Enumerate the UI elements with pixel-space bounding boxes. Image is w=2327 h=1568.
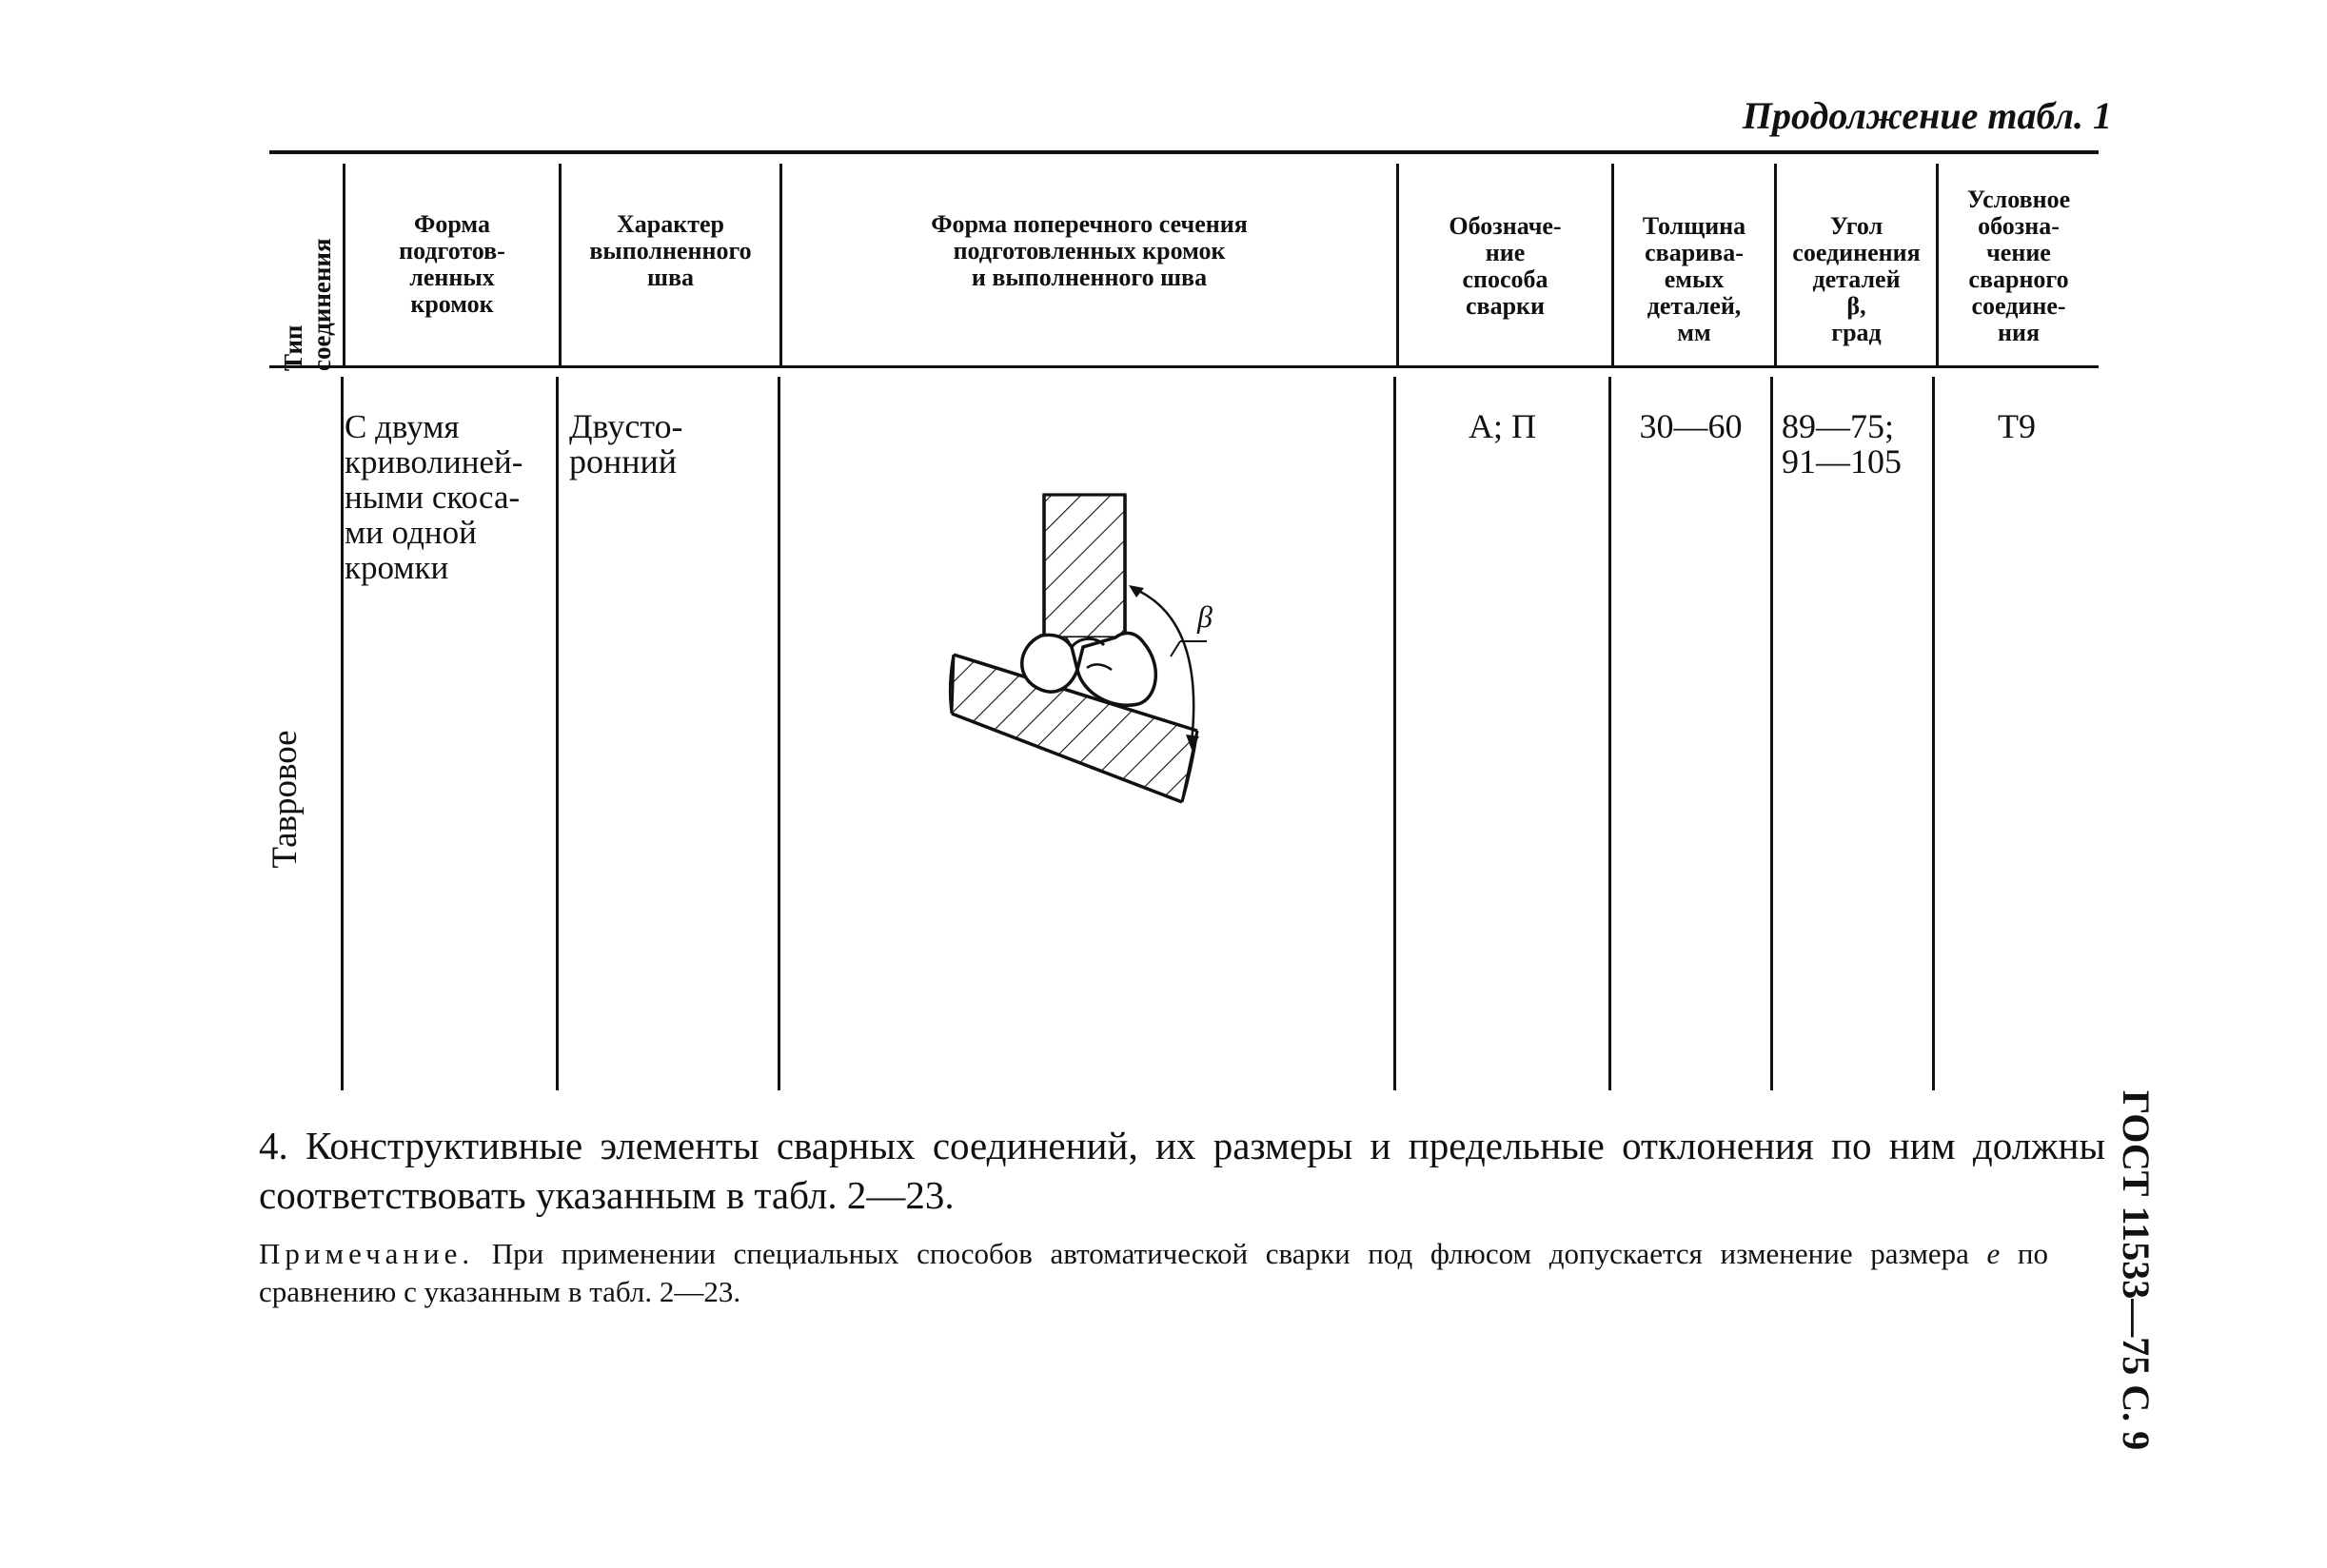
cell-thickness: 30—60 — [1639, 407, 1743, 445]
column-divider — [1770, 377, 1773, 1090]
gost-page-label: ГОСТ 11533—75 С. 9 — [2115, 1089, 2158, 1451]
header-cross-section: Форма поперечного сечения подготовленных кромок и выполненного шва — [931, 210, 1248, 291]
header-welding-method: Обозначе- ние способа сварки — [1449, 212, 1562, 320]
table-continuation-label: Продолжение табл. 1 — [1742, 94, 2112, 137]
note-text-b: по сравнению с указанным в табл. 2—23. — [259, 1237, 2049, 1308]
table-header-rule — [269, 365, 2099, 368]
clause-4-paragraph: 4. Конструктивные элементы сварных соединений, их размеры и предельные отклонения по ним должны соответствовать указанным в табл. 2—23. — [259, 1124, 2105, 1217]
column-divider — [1932, 377, 1935, 1090]
header-joint-type-line2: соединения — [307, 238, 336, 371]
header-joint-type — [279, 181, 340, 371]
note-text-a: При применении специальных способов автоматической сварки под флюсом допускается изменение размера — [474, 1237, 1987, 1270]
header-angle: Угол соединения деталей β, град — [1792, 212, 1921, 346]
cell-seam-type: Двусто- ронний — [569, 407, 683, 480]
column-divider — [556, 377, 559, 1090]
column-divider — [1608, 377, 1611, 1090]
angle-beta-label: β — [1197, 599, 1213, 634]
header-thickness: Толщина сварива- емых деталей, мм — [1642, 212, 1746, 346]
header-edge-form: Форма подготов- ленных кромок — [399, 210, 505, 318]
column-divider — [341, 377, 344, 1090]
header-seam-type: Характер выполненного шва — [589, 210, 752, 291]
cell-welding-method: А; П — [1469, 407, 1536, 445]
note-size-e: е — [1986, 1237, 2001, 1270]
cell-angle: 89—75; 91—105 — [1782, 407, 1902, 480]
weld-cross-section-diagram — [780, 381, 1394, 1085]
header-designation: Условное обозна- чение сварного соедине- ния — [1966, 186, 2071, 346]
note-paragraph — [259, 1235, 2048, 1311]
header-joint-type-line1: Тип — [279, 324, 307, 371]
note-label: Примечание. — [259, 1237, 475, 1270]
cell-joint-type: Тавровое — [266, 730, 305, 869]
cell-designation: Т9 — [1998, 407, 2036, 445]
table-top-rule — [269, 150, 2099, 154]
cell-edge-form: С двумя криволиней- ными скоса- ми одной кромки — [345, 408, 523, 586]
